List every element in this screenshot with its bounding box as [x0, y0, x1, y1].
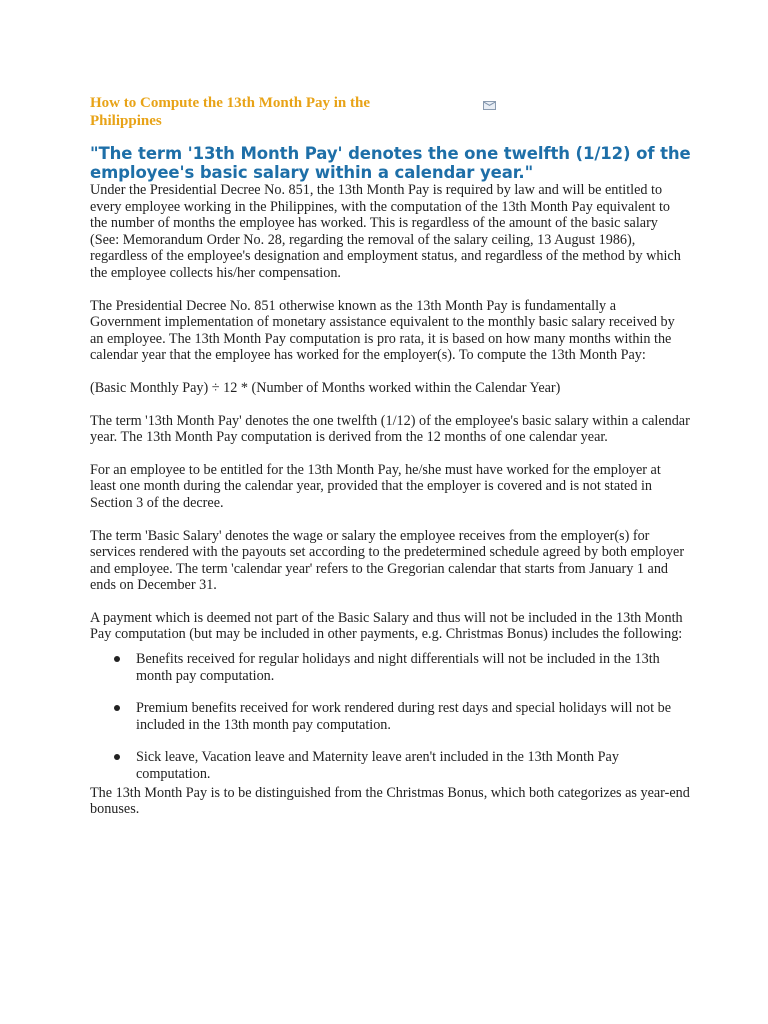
document-title: How to Compute the 13th Month Pay in the Philippines	[90, 95, 370, 129]
title-row	[90, 94, 690, 134]
list-item	[136, 651, 690, 684]
list-item-text: Benefits received for regular holidays and night differentials will not be included in the 13th month pay computation.	[136, 651, 660, 684]
paragraph-entitlement: For an employee to be entitled for the 13th Month Pay, he/she must have worked for the employer at least one month during the calendar year, provided that the employer is covered and is not stated in Section 3 of the decree.	[90, 461, 661, 511]
list-item	[136, 749, 690, 782]
list-item	[136, 700, 690, 733]
bullet-icon	[114, 705, 120, 711]
paragraph-closing: The 13th Month Pay is to be distinguished from the Christmas Bonus, which both categorizes as year-end bonuses.	[90, 784, 690, 818]
list-item-text: Premium benefits received for work rendered during rest days and special holidays will not be included in the 13th month pay computation.	[136, 700, 672, 733]
paragraph-basic-salary: The term 'Basic Salary' denotes the wage or salary the employee receives from the employer(s) for services rendered with the payouts set according to the predetermined schedule agreed by both employer and employee. The term 'calendar year' refers to the Gregorian calendar that starts from January 1 and ends on December 31.	[90, 527, 685, 594]
paragraph-monetary-assistance: The Presidential Decree No. 851 otherwise known as the 13th Month Pay is fundamentally a Government implementation of monetary assistance equivalent to the monthly basic salary received by an employee. The 13th Month Pay computation is pro rata, it is based on how many months within the calendar year that the employee has worked for the employer(s). To compute the 13th Month Pay:	[90, 297, 675, 364]
mail-envelope-icon[interactable]	[483, 101, 496, 110]
bullet-icon	[114, 656, 120, 662]
paragraph-decree-overview: Under the Presidential Decree No. 851, the 13th Month Pay is required by law and will be entitled to every employee working in the Philippines, with the computation of the 13th Month Pay equivalent to the number of months the employee has worked. This is regardless of the amount of the basic salary (See: Memorandum Order No. 28, regarding the removal of the salary ceiling, 13 August 1986), regardless of the employee's designation and employment status, and regardless of the method by which the employee collects his/her compensation.	[90, 182, 681, 281]
exclusions-list	[90, 651, 690, 783]
document-page	[90, 94, 690, 818]
quote-heading: "The term '13th Month Pay' denotes the one twelfth (1/12) of the employee's basic salary within a calendar year."	[90, 144, 691, 182]
list-item-text: Sick leave, Vacation leave and Maternity leave aren't included in the 13th Month Pay computation.	[136, 749, 619, 783]
bullet-icon	[114, 754, 120, 760]
paragraph-formula: (Basic Monthly Pay) ÷ 12 * (Number of Months worked within the Calendar Year)	[90, 379, 561, 396]
paragraph-definition: The term '13th Month Pay' denotes the one twelfth (1/12) of the employee's basic salary within a calendar year. The 13th Month Pay computation is derived from the 12 months of one calendar year.	[90, 412, 690, 446]
paragraph-exclusions-intro: A payment which is deemed not part of the Basic Salary and thus will not be included in the 13th Month Pay computation (but may be included in other payments, e.g. Christmas Bonus) includes the following:	[90, 609, 683, 643]
